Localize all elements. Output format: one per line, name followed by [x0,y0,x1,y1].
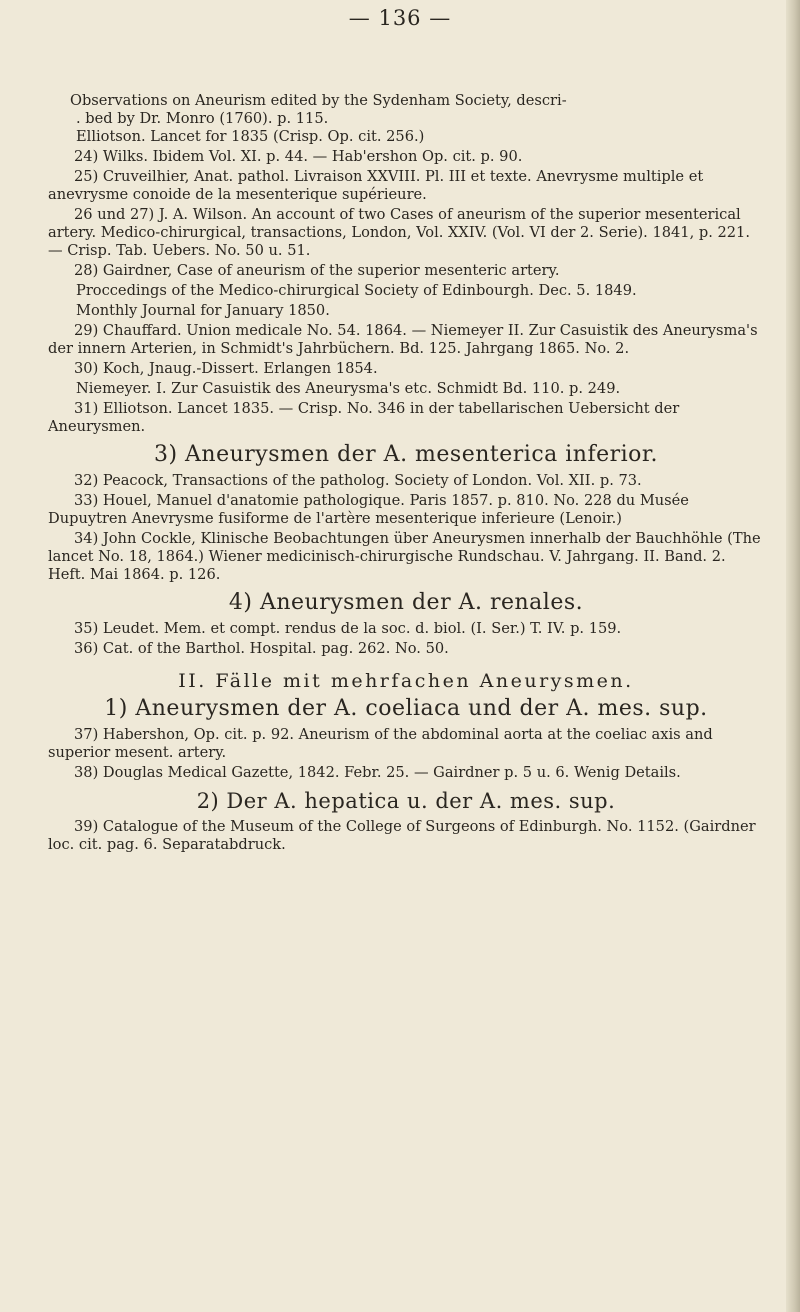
reference-entry: 30) Koch, Jnaug.-Dissert. Erlangen 1854. [74,360,378,377]
reference-entry: 39) Catalogue of the Museum of the College of Surgeons of Edinburgh. No. 1152. (Gairdner loc. cit. pag. 6. Separatabdruck. [48,818,756,853]
reference-entry: 35) Leudet. Mem. et compt. rendus de la soc. d. biol. (I. Ser.) T. IV. p. 159. [74,620,622,637]
continuation-line: Observations on Aneurism edited by the Sydenham Society, descri- [70,92,567,109]
reference-entry: 24) Wilks. Ibidem Vol. XI. p. 44. — Hab'ershon Op. cit. p. 90. [74,148,523,165]
reference-entry: 37) Habershon, Op. cit. p. 92. Aneurism of the abdominal aorta at the coeliac axis and superior mesent. artery. [48,726,713,761]
references-renales [48,620,764,658]
reference-entry: 38) Douglas Medical Gazette, 1842. Febr. 25. — Gairdner p. 5 u. 6. Wenig Details. [74,764,681,781]
references-multiple-1 [48,726,764,782]
reference-entry: 28) Gairdner, Case of aneurism of the superior mesenteric artery. [74,262,560,279]
references-mes-inf [48,472,764,584]
section-heading: 4) Aneurysmen der A. renales. [228,590,584,615]
reference-entry: 29) Chauffard. Union medicale No. 54. 1864. — Niemeyer II. Zur Casuistik des Aneurysma's der innern Arterien, in Schmidt's Jahrbüchern. Bd. 125. Jahrgang 1865. No. 2. [48,322,758,357]
reference-entry: 25) Cruveilhier, Anat. pathol. Livraison XXVIII. Pl. III et texte. Anevrysme multiple et anevrysme conoide de la mesenterique supérieure. [48,168,704,203]
references-mes-sup [48,148,764,436]
reference-entry: 34) John Cockle, Klinische Beobachtungen über Aneurysmen innerhalb der Bauchhöhle (The lancet No. 18, 1864.) Wiener medicinisch-chirurgische Rundschau. V. Jahrgang. II. Band. 2. Heft. Mai 1864. p. 126. [48,530,761,583]
references-multiple-2 [48,818,764,854]
page-edge [786,0,800,1312]
reference-entry: 32) Peacock, Transactions of the patholog. Society of London. Vol. XII. p. 73. [74,472,642,489]
reference-entry: Monthly Journal for January 1850. [76,302,330,319]
reference-entry: 26 und 27) J. A. Wilson. An account of two Cases of aneurism of the superior mesenterical artery. Medico-chirurgical, transactions, London, Vol. XXIV. (Vol. VI der 2. Serie). 1841, p. 221. — Crisp. Tab. Uebers. No. 50 u. 51. [48,206,750,259]
section-heading: 2) Der A. hepatica u. der A. mes. sup. [196,789,616,813]
reference-entry: 33) Houel, Manuel d'anatomie pathologique. Paris 1857. p. 810. No. 228 du Musée Dupuytren Anevrysme fusiforme de l'artère mesenterique inferieure (Lenoir.) [48,492,689,527]
reference-entry: 31) Elliotson. Lancet 1835. — Crisp. No. 346 in der tabellarischen Uebersicht der Aneurysmen. [48,400,680,435]
continuation-line: Elliotson. Lancet for 1835 (Crisp. Op. cit. 256.) [76,128,425,145]
part-heading: II. Fälle mit mehrfachen Aneurysmen. [178,670,634,692]
reference-entry: Niemeyer. I. Zur Casuistik des Aneurysma's etc. Schmidt Bd. 110. p. 249. [76,380,621,397]
reference-entry: 36) Cat. of the Barthol. Hospital. pag. 262. No. 50. [74,640,449,657]
reference-entry: Proccedings of the Medico-chirurgical Society of Edinbourgh. Dec. 5. 1849. [76,282,637,299]
section-heading: 3) Aneurysmen der A. mesenterica inferior. [153,442,659,467]
continuation-line: . bed by Dr. Monro (1760). p. 115. [76,110,329,127]
page-body [48,92,764,856]
page-number: — 136 — [348,6,452,30]
section-heading: 1) Aneurysmen der A. coeliaca und der A. mes. sup. [104,696,708,721]
